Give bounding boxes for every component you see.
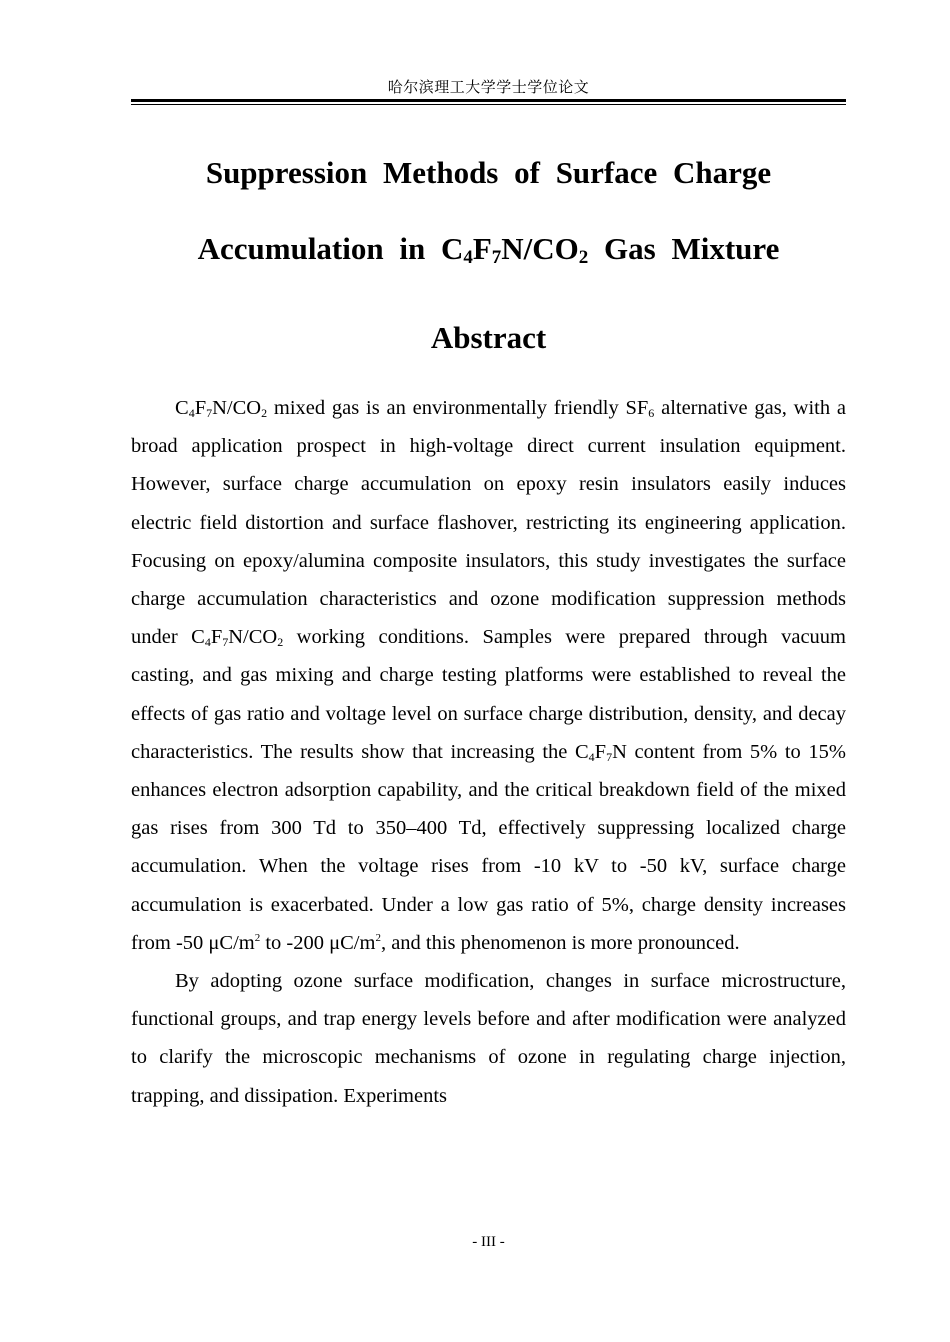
header-rule-thin: [131, 104, 846, 105]
abstract-paragraph-1: $C_4F_7N/CO_2$ mixed gas is an environmentally friendly $SF_6$ alternative gas, with a broad application prospect in high-voltage direct current insulation equipment. However, surface charge accumulation on epoxy resin insulators easily induces electric field distortion and surface flashover, restricting its engineering application. Focusing on epoxy/alumina composite insulators, this study investigates the surface charge accumulation characteristics and ozone modification suppression methods under $C_4F_7N/CO_2$ working conditions. Samples were prepared through vacuum casting, and gas mixing and charge testing platforms were established to reveal the effects of gas ratio and voltage level on surface charge distribution, density, and decay characteristics. The results show that increasing the $C_4F_7N$ content from 5% to 15% enhances electron adsorption capability, and the critical breakdown field of the mixed gas rises from 300 Td to 350–400 Td, effectively suppressing localized charge accumulation. When the voltage rises from -10 kV to -50 kV, surface charge accumulation is exacerbated. Under a low gas ratio of 5%, charge density increases from -50 $\mu C/m^2$ to -200 $\mu C/m^2$, and this phenomenon is more pronounced.: [131, 397, 846, 954]
title-line-2: Accumulation in $C_4F_7N/CO_2$ Gas Mixture: [197, 231, 780, 268]
running-header: 哈尔滨理工大学学士学位论文: [387, 80, 590, 96]
header-rule-thick: [131, 99, 846, 102]
page-number: - III -: [472, 1234, 505, 1250]
abstract-paragraph-2: By adopting ozone surface modification, changes in surface microstructure, functional groups, and trap energy levels before and after modification were analyzed to clarify the microscopic mechanisms of ozone in regulating charge injection, trapping, and dissipation. Experiments: [131, 970, 846, 1107]
abstract-body: [131, 389, 846, 1115]
title-line-1: Suppression Methods of Surface Charge: [205, 155, 772, 190]
abstract-heading: Abstract: [430, 320, 547, 355]
